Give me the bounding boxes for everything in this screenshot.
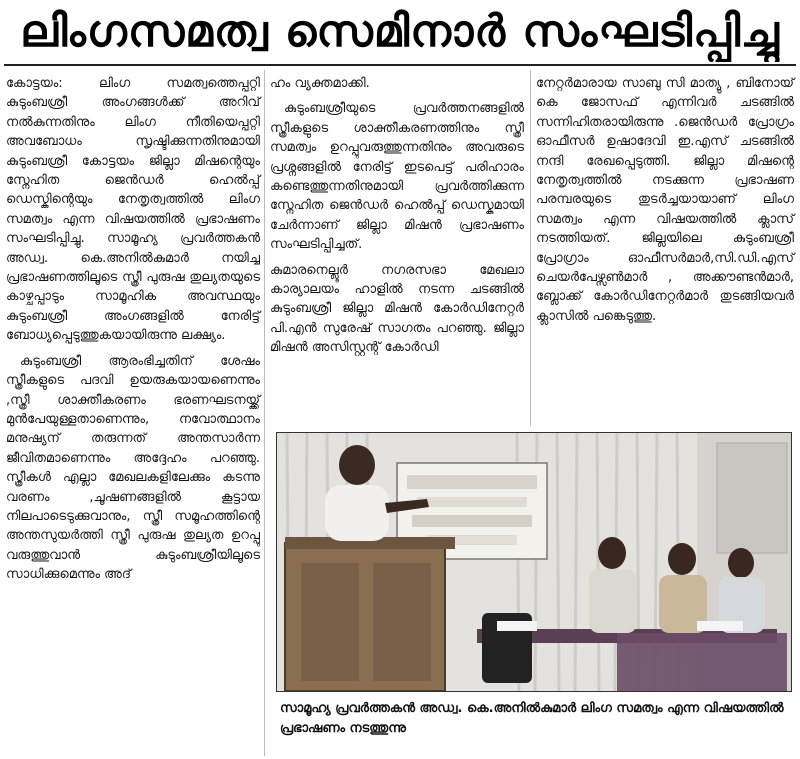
paragraph: കോട്ടയം: ലിംഗ സമത്വത്തെപ്പറ്റി കുടുംബശ്രീ അംഗങ്ങൾക്ക് അറിവ് നൽകുന്നതിനും ലിംഗ നീതിയെപ്പറ്റി അവബോധം സൃഷ്ടിക്കുന്നതിനുമായി കുടുംബശ്രീ കോട്ടയം ജില്ലാ മിഷന്റെയും സ്നേഹിത ജെൻഡർ ഹെൽപ്പ് ഡെസ്കിന്റെയും നേതൃത്വത്തിൽ ലിംഗ സമത്വം എന്ന വിഷയത്തിൽ പ്രഭാഷണം സംഘടിപ്പിച്ചു. സാമൂഹ്യ പ്രവർത്തകൻ അഡ്വ. കെ.അനിൽകുമാർ നയിച്ച പ്രഭാഷണത്തിലൂടെ സ്ത്രീ പുരുഷ തുല്യതയുടെ കാഴ്ചപ്പാടും സാമൂഹിക അവസ്ഥയും കുടുംബശ്രീ അംഗങ്ങളിൽ നേരിട്ട് ബോധ്യപ്പെടുത്തുകയായിരുന്നു ലക്ഷ്യം. [6, 76, 260, 344]
seminar-photo-icon [277, 433, 791, 691]
article-column-2 [270, 74, 524, 424]
seminar-photo [276, 432, 792, 692]
column-divider [264, 70, 265, 756]
paragraph: ഹം വ്യക്തമാക്കി. [270, 76, 370, 91]
article-column-3 [536, 74, 794, 424]
article-column-1 [6, 74, 260, 754]
paragraph: കുമാരനെല്ലൂർ നഗരസഭാ മേഖലാ കാര്യാലയം ഹാളിൽ നടന്ന ചടങ്ങിൽ കുടുംബശ്രീ ജില്ലാ മിഷൻ കോർഡിനേറ്റർ പി.എൻ സുരേഷ് സാഗതം പറഞ്ഞു. ജില്ലാ മിഷൻ അസിസ്റ്റന്റ് കോർഡി [270, 262, 524, 356]
column-divider [530, 70, 531, 426]
headline: ലിംഗസമത്വ സെമിനാർ സംഘടിപ്പിച്ചു [20, 5, 780, 57]
paragraph: കുടുംബശ്രീ ആരംഭിച്ചതിന് ശേഷം സ്ത്രീകളുടെ പദവി ഉയരുകയായണെന്നും ,സ്ത്രീ ശാക്തീകരണം ഭരണഘടനയ്ക്ക് മുൻപേയുള്ളതാണെന്നും, നവോത്ഥാനം മനുഷ്യന് തരുന്നത് അന്തസാർന്ന ജീവിതമാണെന്നും അദ്ദേഹം പറഞ്ഞു. സ്ത്രീകൾ എല്ലാ മേഖലകളിലേക്കും കടന്നു വരണം ,ചൂഷണങ്ങളിൽ കൂട്ടായ നിലപാടെടുക്കുവാനും, സ്ത്രീ സമൂഹത്തിന്റെ അന്തസുയർത്തി സ്ത്രീ പുരുഷ തുല്യത ഉറപ്പു വരുത്തുവാൻ കുടുംബശ്രീയിലൂടെ സാധിക്കുമെന്നും അദ് [6, 353, 260, 583]
headline-rule [4, 64, 796, 66]
paragraph: കുടുംബശ്രീയുടെ പ്രവർത്തനങ്ങളിൽ സ്ത്രീകളുടെ ശാക്തീകരണത്തിനും സ്ത്രീ സമത്വം ഉറപ്പുവരുത്തുന്നതിനും അവരുടെ പ്രശ്നങ്ങളിൽ നേരിട്ട് ഇടപെട്ട് പരിഹാരം കണ്ടെത്തുന്നതിനുമായി പ്രവർത്തിക്കുന്ന സ്നേഹിത ജെൻഡർ ഹെൽപ്പ് ഡെസ്കുമായി ചേർന്നാണ് ജില്ലാ മിഷൻ പ്രഭാഷണം സംഘടിപ്പിച്ചത്. [270, 101, 524, 253]
photo-caption: സാമൂഹ്യ പ്രവർത്തകൻ അഡ്വ. കെ.അനിൽകുമാർ ലിംഗ സമത്വം എന്ന വിഷയത്തിൽ പ്രഭാഷണം നടത്തുന്നു [280, 701, 784, 736]
paragraph: നേറ്റർമാരായ സാബു സി മാത്യു , ബിനോയ് കെ ജോസഫ് എന്നിവർ ചടങ്ങിൽ സന്നിഹിതരായിരുന്നു .ജെൻഡർ പ്രോഗ്രം ഓഫീസർ ഉഷാദേവി ഇ.എസ് ചടങ്ങിൽ നന്ദി രേഖപ്പെടുത്തി. ജില്ലാ മിഷന്റെ നേതൃത്വത്തിൽ നടക്കുന്ന പ്രഭാഷണ പരമ്പരയുടെ തുടർച്ചയായാണ് ലിംഗ സമത്വം എന്ന വിഷയത്തിൽ ക്ലാസ് നടത്തിയത്. ജില്ലയിലെ കുടുംബശ്രീ പ്രോഗ്രാം ഓഫീസർമാർ,സി.ഡി.എസ് ചെയർപേഴ്സൺമാർ , അക്കൗണ്ടൻമാർ, ബ്ലോക്ക് കോർഡിനേറ്റർമാർ തുടങ്ങിയവർ ക്ലാസിൽ പങ്കെടുത്തു. [536, 76, 794, 324]
